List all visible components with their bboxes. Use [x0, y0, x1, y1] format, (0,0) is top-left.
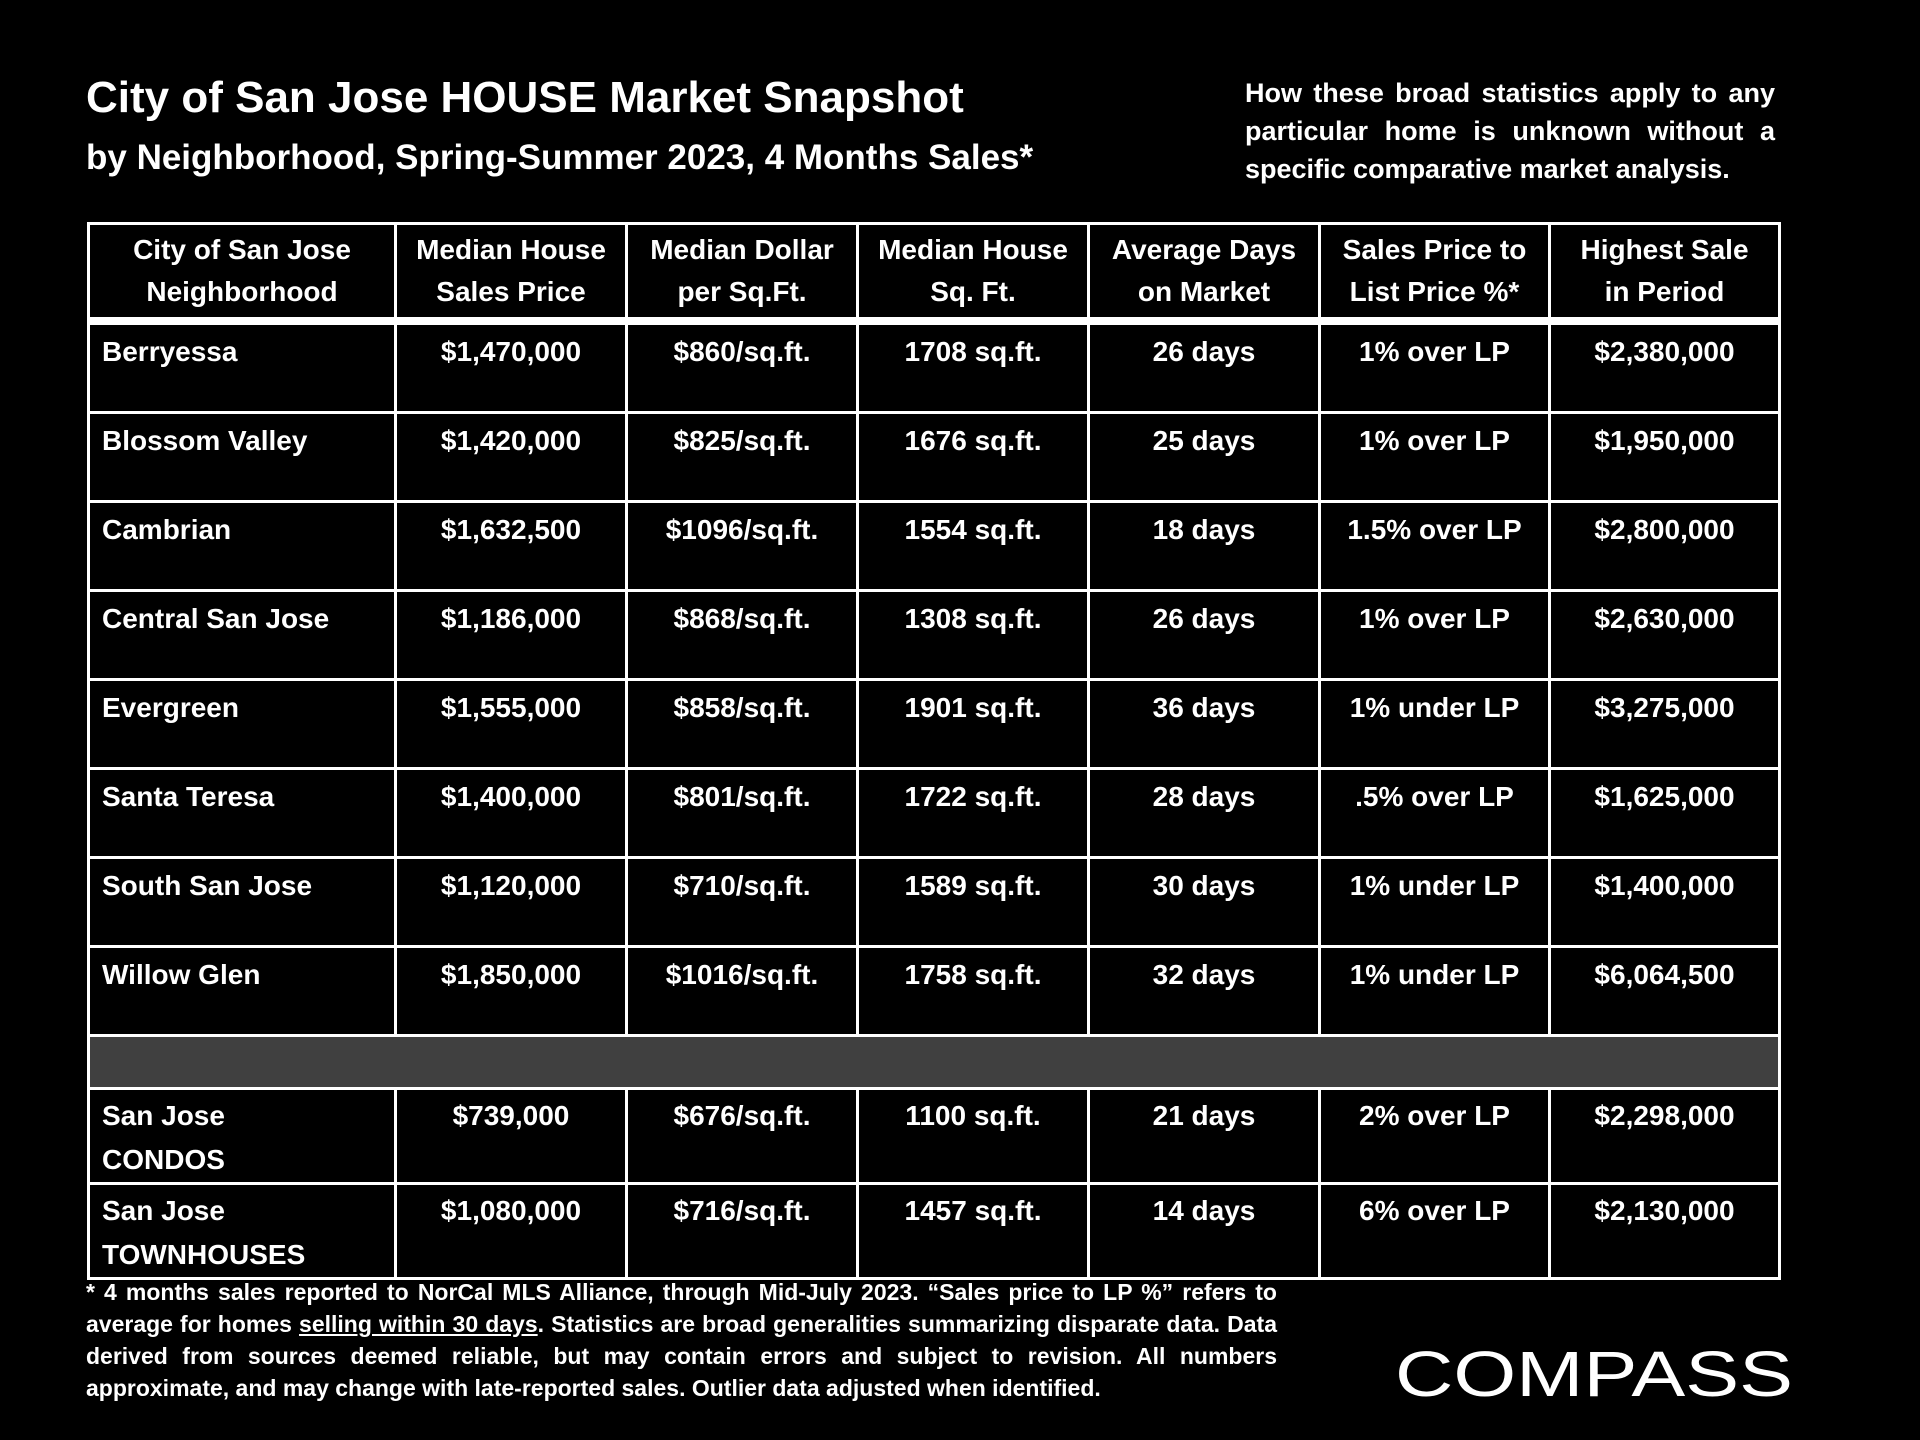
- median-sqft-cell: 1676 sq.ft.: [858, 413, 1089, 502]
- sales-to-list-cell: 6% over LP: [1320, 1184, 1550, 1279]
- highest-sale-cell: $2,380,000: [1550, 321, 1780, 413]
- table-row: [89, 502, 1780, 591]
- median-price-cell: $1,555,000: [396, 680, 627, 769]
- price-per-sqft-cell: $825/sq.ft.: [627, 413, 858, 502]
- table-row: [89, 858, 1780, 947]
- median-price-cell: $1,186,000: [396, 591, 627, 680]
- header-median-dollar-per-sqft: Median Dollar per Sq.Ft.: [627, 224, 858, 322]
- table-row: [89, 413, 1780, 502]
- table-row: [89, 321, 1780, 413]
- median-sqft-cell: 1722 sq.ft.: [858, 769, 1089, 858]
- highest-sale-cell: $1,625,000: [1550, 769, 1780, 858]
- sales-to-list-cell: 1% under LP: [1320, 858, 1550, 947]
- median-sqft-cell: 1758 sq.ft.: [858, 947, 1089, 1036]
- header-sales-to-list-pct: Sales Price to List Price %*: [1320, 224, 1550, 322]
- sales-to-list-cell: 1% over LP: [1320, 591, 1550, 680]
- median-sqft-cell: 1100 sq.ft.: [858, 1089, 1089, 1184]
- footnote-underlined-text: selling within 30 days: [299, 1311, 538, 1337]
- median-sqft-cell: 1457 sq.ft.: [858, 1184, 1089, 1279]
- market-snapshot-table: [87, 222, 1781, 1280]
- median-sqft-cell: 1708 sq.ft.: [858, 321, 1089, 413]
- neighborhood-cell: Blossom Valley: [89, 413, 396, 502]
- median-sqft-cell: 1554 sq.ft.: [858, 502, 1089, 591]
- price-per-sqft-cell: $868/sq.ft.: [627, 591, 858, 680]
- header-median-sqft: Median House Sq. Ft.: [858, 224, 1089, 322]
- table-row: [89, 1184, 1780, 1279]
- header-highest-sale: Highest Sale in Period: [1550, 224, 1780, 322]
- highest-sale-cell: $2,298,000: [1550, 1089, 1780, 1184]
- compass-logo: [1395, 1336, 1795, 1406]
- table-row: [89, 769, 1780, 858]
- price-per-sqft-cell: $860/sq.ft.: [627, 321, 858, 413]
- highest-sale-cell: $2,130,000: [1550, 1184, 1780, 1279]
- sales-to-list-cell: 1% over LP: [1320, 321, 1550, 413]
- price-per-sqft-cell: $1016/sq.ft.: [627, 947, 858, 1036]
- property-type-cell: San Jose CONDOS: [89, 1089, 396, 1184]
- days-on-market-cell: 14 days: [1089, 1184, 1320, 1279]
- median-price-cell: $739,000: [396, 1089, 627, 1184]
- median-sqft-cell: 1901 sq.ft.: [858, 680, 1089, 769]
- days-on-market-cell: 26 days: [1089, 591, 1320, 680]
- highest-sale-cell: $2,630,000: [1550, 591, 1780, 680]
- median-price-cell: $1,850,000: [396, 947, 627, 1036]
- highest-sale-cell: $1,950,000: [1550, 413, 1780, 502]
- page-title: City of San Jose HOUSE Market Snapshot: [86, 73, 964, 122]
- neighborhood-cell: Willow Glen: [89, 947, 396, 1036]
- price-per-sqft-cell: $716/sq.ft.: [627, 1184, 858, 1279]
- header-neighborhood: City of San Jose Neighborhood: [89, 224, 396, 322]
- highest-sale-cell: $1,400,000: [1550, 858, 1780, 947]
- sales-to-list-cell: 1.5% over LP: [1320, 502, 1550, 591]
- median-price-cell: $1,120,000: [396, 858, 627, 947]
- days-on-market-cell: 28 days: [1089, 769, 1320, 858]
- median-price-cell: $1,080,000: [396, 1184, 627, 1279]
- sales-to-list-cell: 1% over LP: [1320, 413, 1550, 502]
- price-per-sqft-cell: $676/sq.ft.: [627, 1089, 858, 1184]
- highest-sale-cell: $6,064,500: [1550, 947, 1780, 1036]
- neighborhood-cell: Cambrian: [89, 502, 396, 591]
- separator-cell: [89, 1036, 1780, 1089]
- table-row: [89, 591, 1780, 680]
- sales-to-list-cell: 1% under LP: [1320, 680, 1550, 769]
- header-average-days-on-market: Average Days on Market: [1089, 224, 1320, 322]
- table-row: [89, 1089, 1780, 1184]
- median-sqft-cell: 1308 sq.ft.: [858, 591, 1089, 680]
- median-price-cell: $1,470,000: [396, 321, 627, 413]
- days-on-market-cell: 36 days: [1089, 680, 1320, 769]
- neighborhood-cell: South San Jose: [89, 858, 396, 947]
- days-on-market-cell: 25 days: [1089, 413, 1320, 502]
- median-price-cell: $1,632,500: [396, 502, 627, 591]
- table-row: [89, 680, 1780, 769]
- days-on-market-cell: 21 days: [1089, 1089, 1320, 1184]
- price-per-sqft-cell: $801/sq.ft.: [627, 769, 858, 858]
- price-per-sqft-cell: $1096/sq.ft.: [627, 502, 858, 591]
- days-on-market-cell: 32 days: [1089, 947, 1320, 1036]
- page-subtitle: by Neighborhood, Spring-Summer 2023, 4 Months Sales*: [86, 138, 1034, 177]
- neighborhood-cell: Central San Jose: [89, 591, 396, 680]
- disclaimer-note: How these broad statistics apply to any particular home is unknown without a specific comparative market analysis.: [1245, 78, 1775, 184]
- days-on-market-cell: 18 days: [1089, 502, 1320, 591]
- table-header-row: [89, 224, 1780, 322]
- table-row: [89, 947, 1780, 1036]
- highest-sale-cell: $2,800,000: [1550, 502, 1780, 591]
- sales-to-list-cell: 1% under LP: [1320, 947, 1550, 1036]
- median-price-cell: $1,400,000: [396, 769, 627, 858]
- header-median-sales-price: Median House Sales Price: [396, 224, 627, 322]
- days-on-market-cell: 30 days: [1089, 858, 1320, 947]
- neighborhood-cell: Berryessa: [89, 321, 396, 413]
- property-type-cell: San Jose TOWNHOUSES: [89, 1184, 396, 1279]
- median-price-cell: $1,420,000: [396, 413, 627, 502]
- median-sqft-cell: 1589 sq.ft.: [858, 858, 1089, 947]
- sales-to-list-cell: .5% over LP: [1320, 769, 1550, 858]
- svg-text:COMPASS: COMPASS: [1395, 1338, 1793, 1406]
- days-on-market-cell: 26 days: [1089, 321, 1320, 413]
- footnote: * 4 months sales reported to NorCal MLS Alliance, through Mid-July 2023. “Sales price to LP %” refers to average for homes selling within 30 days. Statistics are broad generalities summarizing disparate data. Data derived from sources deemed reliable, but may contain errors and subject to revision. All numbers approximate, and may change with late-reported sales. Outlier data adjusted when identified.: [86, 1279, 1277, 1401]
- price-per-sqft-cell: $710/sq.ft.: [627, 858, 858, 947]
- table-separator-row: [89, 1036, 1780, 1089]
- price-per-sqft-cell: $858/sq.ft.: [627, 680, 858, 769]
- neighborhood-cell: Santa Teresa: [89, 769, 396, 858]
- highest-sale-cell: $3,275,000: [1550, 680, 1780, 769]
- neighborhood-cell: Evergreen: [89, 680, 396, 769]
- sales-to-list-cell: 2% over LP: [1320, 1089, 1550, 1184]
